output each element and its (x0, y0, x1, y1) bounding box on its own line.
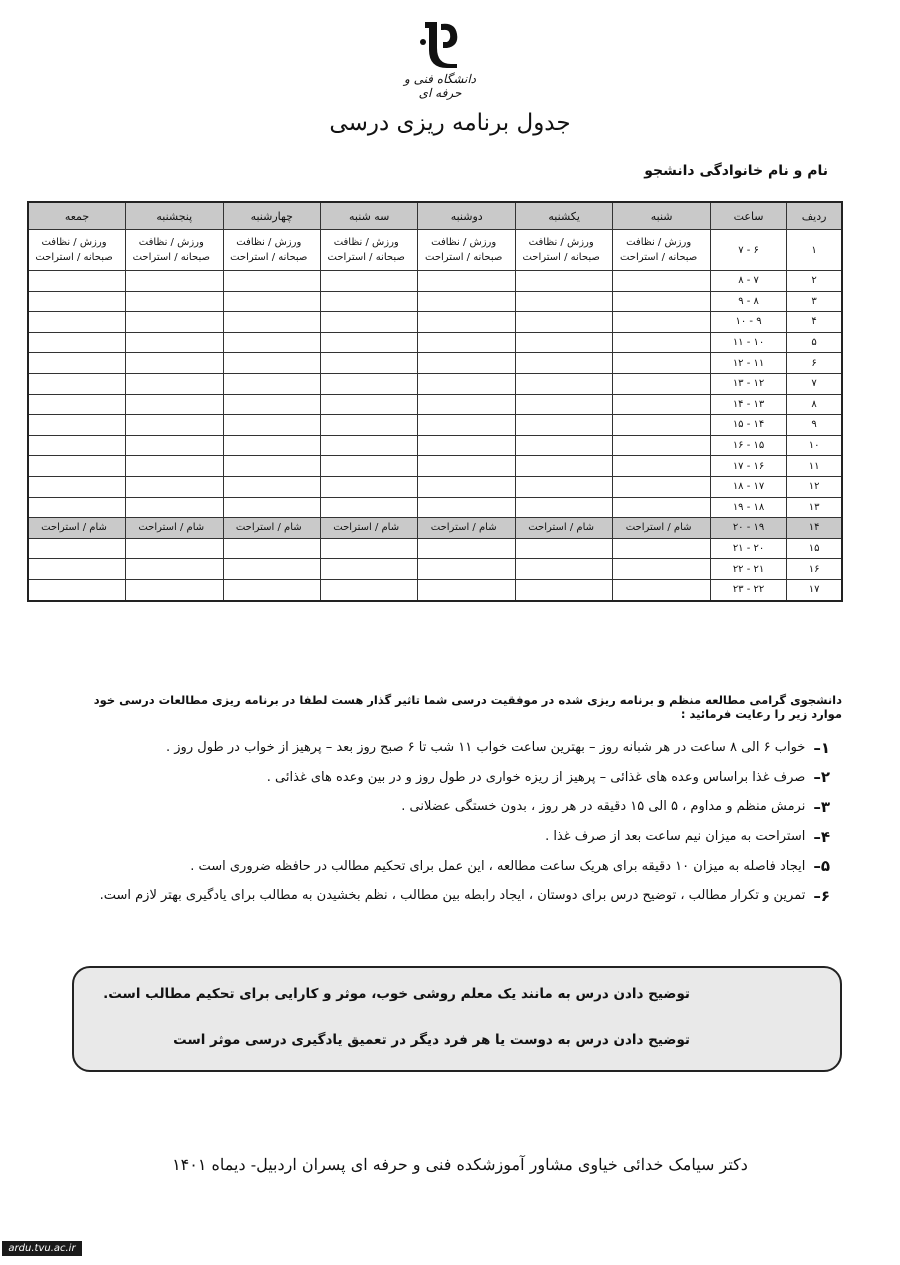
schedule-cell[interactable] (613, 415, 710, 436)
schedule-cell[interactable] (613, 579, 710, 600)
schedule-cell[interactable] (515, 312, 612, 333)
schedule-cell[interactable] (28, 538, 126, 559)
schedule-cell[interactable] (28, 415, 126, 436)
tip-item (70, 822, 830, 852)
schedule-cell[interactable] (320, 312, 417, 333)
schedule-cell[interactable] (418, 518, 515, 539)
schedule-cell[interactable] (515, 415, 612, 436)
row-time: ۱۷ - ۱۸ (710, 476, 786, 497)
row-number: ۵ (787, 332, 842, 353)
table-row (28, 476, 842, 497)
row-number: ۸ (787, 394, 842, 415)
dinner-activity: شام / استراحت (235, 522, 302, 534)
column-header: جمعه (28, 202, 126, 230)
morning-activity-2: صبحانه / استراحت (132, 252, 210, 263)
row-number: ۹ (787, 415, 842, 436)
morning-activity-1: ورزش / نظافت (41, 237, 107, 248)
schedule-cell[interactable] (613, 291, 710, 312)
tip-item (70, 733, 830, 763)
schedule-cell[interactable] (515, 476, 612, 497)
schedule-cell[interactable] (418, 559, 515, 580)
table-row (28, 497, 842, 518)
row-time: ۸ - ۹ (710, 291, 786, 312)
student-name-label: نام و نام خانوادگی دانشجو (644, 163, 828, 179)
schedule-cell[interactable] (613, 332, 710, 353)
table-row (28, 579, 842, 600)
schedule-cell[interactable] (418, 538, 515, 559)
note-line-1: توضیح دادن درس به مانند یک معلم روشی خوب، موثر و کارایی برای تحکیم مطالب است. (103, 986, 690, 1002)
row-number: ۱۴ (787, 518, 842, 539)
schedule-cell[interactable] (28, 559, 126, 580)
schedule-cell[interactable] (28, 271, 126, 292)
morning-activity-1: ورزش / نظافت (236, 237, 302, 248)
schedule-cell[interactable] (613, 538, 710, 559)
schedule-cell[interactable] (515, 291, 612, 312)
row-number: ۱۱ (787, 456, 842, 477)
schedule-cell[interactable] (223, 497, 320, 518)
schedule-cell[interactable] (418, 373, 515, 394)
table-row (28, 271, 842, 292)
schedule-cell[interactable] (418, 312, 515, 333)
schedule-cell[interactable] (418, 435, 515, 456)
schedule-cell[interactable] (418, 332, 515, 353)
schedule-cell[interactable] (515, 435, 612, 456)
schedule-cell[interactable] (515, 353, 612, 374)
table-row (28, 518, 842, 539)
schedule-cell[interactable] (613, 373, 710, 394)
schedule-cell[interactable] (515, 271, 612, 292)
dinner-activity: شام / استراحت (625, 522, 692, 534)
schedule-cell[interactable] (126, 538, 223, 559)
schedule-cell[interactable] (28, 332, 126, 353)
tips-list (70, 733, 830, 911)
schedule-cell[interactable] (613, 518, 710, 539)
morning-activity-1: ورزش / نظافت (528, 237, 594, 248)
schedule-cell[interactable] (418, 579, 515, 600)
schedule-cell[interactable] (418, 476, 515, 497)
column-header: ساعت (710, 202, 786, 230)
morning-activity-2: صبحانه / استراحت (327, 252, 405, 263)
schedule-cell[interactable] (28, 394, 126, 415)
tip-item (70, 763, 830, 793)
schedule-cell[interactable] (320, 271, 417, 292)
schedule-cell[interactable] (28, 291, 126, 312)
row-time: ۲۰ - ۲۱ (710, 538, 786, 559)
schedule-cell[interactable] (126, 456, 223, 477)
column-header: چهارشنبه (223, 202, 320, 230)
row-number: ۳ (787, 291, 842, 312)
dinner-activity: شام / استراحت (528, 522, 595, 534)
row-time: ۱۸ - ۱۹ (710, 497, 786, 518)
table-row (28, 435, 842, 456)
schedule-cell[interactable] (515, 456, 612, 477)
schedule-cell[interactable] (223, 518, 320, 539)
logo-text: دانشگاه فنی و حرفه ای (403, 72, 477, 100)
schedule-cell[interactable] (126, 579, 223, 600)
schedule-cell[interactable] (223, 579, 320, 600)
schedule-cell[interactable] (28, 435, 126, 456)
dinner-activity: شام / استراحت (41, 522, 107, 534)
row-number: ۱۷ (787, 579, 842, 600)
tip-number: ۲– (813, 768, 830, 787)
row-time: ۱۲ - ۱۳ (710, 373, 786, 394)
column-header: دوشنبه (418, 202, 515, 230)
table-body (28, 230, 842, 601)
row-time: ۱۶ - ۱۷ (710, 456, 786, 477)
schedule-cell[interactable] (28, 579, 126, 600)
schedule-cell[interactable] (223, 373, 320, 394)
schedule-cell[interactable] (320, 497, 417, 518)
schedule-table (27, 201, 843, 602)
note-line-2: توضیح دادن درس به دوست یا هر فرد دیگر در تعمیق یادگیری درسی موثر است (173, 1032, 690, 1048)
schedule-cell[interactable] (515, 538, 612, 559)
schedule-cell[interactable] (320, 538, 417, 559)
schedule-cell[interactable] (515, 373, 612, 394)
schedule-cell[interactable] (515, 497, 612, 518)
row-time: ۱۰ - ۱۱ (710, 332, 786, 353)
table-row (28, 538, 842, 559)
tip-text: نرمش منظم و مداوم ، ۵ الی ۱۵ دقیقه در هر روز ، بدون خستگی عضلانی . (401, 799, 806, 815)
schedule-cell[interactable] (418, 415, 515, 436)
table-row (28, 332, 842, 353)
column-header: سه شنبه (320, 202, 417, 230)
schedule-cell[interactable] (320, 291, 417, 312)
schedule-cell[interactable] (320, 435, 417, 456)
schedule-cell[interactable] (126, 353, 223, 374)
row-time: ۶ - ۷ (710, 230, 786, 271)
schedule-cell[interactable] (418, 456, 515, 477)
schedule-cell[interactable] (126, 415, 223, 436)
schedule-cell[interactable] (126, 497, 223, 518)
schedule-cell[interactable] (418, 271, 515, 292)
tip-number: ۴– (813, 827, 830, 846)
schedule-cell[interactable] (418, 230, 515, 271)
university-logo-icon (417, 18, 463, 70)
schedule-cell[interactable] (320, 373, 417, 394)
schedule-cell[interactable] (515, 230, 612, 271)
tip-number: ۳– (813, 797, 830, 816)
schedule-cell[interactable] (223, 476, 320, 497)
schedule-cell[interactable] (418, 291, 515, 312)
schedule-cell[interactable] (223, 291, 320, 312)
university-logo (400, 18, 480, 108)
row-number: ۱۳ (787, 497, 842, 518)
tip-text: تمرین و تکرار مطالب ، توضیح درس برای دوستان ، ایجاد رابطه بین مطالب ، نظم بخشیدن به مطالب برای یادگیری بهتر لازم است. (99, 888, 806, 904)
schedule-cell[interactable] (126, 394, 223, 415)
table-row (28, 559, 842, 580)
schedule-cell[interactable] (126, 230, 223, 271)
row-number: ۷ (787, 373, 842, 394)
schedule-cell[interactable] (515, 579, 612, 600)
schedule-cell[interactable] (320, 456, 417, 477)
morning-activity-1: ورزش / نظافت (431, 237, 497, 248)
row-time: ۷ - ۸ (710, 271, 786, 292)
table-row (28, 353, 842, 374)
morning-activity-2: صبحانه / استراحت (35, 252, 113, 263)
schedule-cell[interactable] (320, 230, 417, 271)
schedule-cell[interactable] (613, 456, 710, 477)
schedule-cell[interactable] (613, 497, 710, 518)
tip-number: ۶– (813, 886, 830, 905)
dinner-activity: شام / استراحت (138, 522, 205, 534)
table-row (28, 291, 842, 312)
morning-activity-1: ورزش / نظافت (138, 237, 204, 248)
schedule-cell[interactable] (515, 332, 612, 353)
schedule-cell[interactable] (126, 373, 223, 394)
dinner-activity: شام / استراحت (430, 522, 497, 534)
morning-activity-2: صبحانه / استراحت (230, 252, 308, 263)
column-header: شنبه (613, 202, 710, 230)
schedule-cell[interactable] (28, 373, 126, 394)
morning-activity-1: ورزش / نظافت (626, 237, 692, 248)
schedule-cell[interactable] (223, 456, 320, 477)
schedule-cell[interactable] (613, 353, 710, 374)
schedule-cell[interactable] (223, 271, 320, 292)
table-row (28, 373, 842, 394)
schedule-cell[interactable] (223, 394, 320, 415)
schedule-cell[interactable] (320, 518, 417, 539)
schedule-cell[interactable] (418, 353, 515, 374)
tip-number: ۵– (813, 857, 830, 876)
tip-text: خواب ۶ الی ۸ ساعت در هر شبانه روز – بهترین ساعت خواب ۱۱ شب تا ۶ صبح روز بعد – پرهیز از خواب در طول روز . (166, 740, 806, 756)
row-time: ۹ - ۱۰ (710, 312, 786, 333)
row-time: ۱۳ - ۱۴ (710, 394, 786, 415)
tip-item (70, 881, 830, 911)
row-time: ۱۵ - ۱۶ (710, 435, 786, 456)
schedule-cell[interactable] (223, 538, 320, 559)
intro-text: دانشجوی گرامی مطالعه منظم و برنامه ریزی شده در موفقیت درسی شما تاثیر گذار هست لطفا در برنامه ریزی مطالعات درسی خود موارد زیر را رعایت فرمائید : (93, 693, 842, 721)
row-time: ۲۲ - ۲۳ (710, 579, 786, 600)
morning-activity-2: صبحانه / استراحت (619, 252, 698, 263)
row-number: ۶ (787, 353, 842, 374)
column-header: ردیف (787, 202, 842, 230)
schedule-cell[interactable] (320, 579, 417, 600)
schedule-cell[interactable] (613, 559, 710, 580)
table-header-row (28, 202, 842, 230)
morning-activity-2: صبحانه / استراحت (522, 252, 600, 263)
schedule-cell[interactable] (28, 497, 126, 518)
row-number: ۱۲ (787, 476, 842, 497)
row-number: ۲ (787, 271, 842, 292)
schedule-cell[interactable] (223, 312, 320, 333)
schedule-cell[interactable] (126, 271, 223, 292)
tip-text: استراحت به میزان نیم ساعت بعد از صرف غذا . (545, 829, 806, 845)
schedule-cell[interactable] (320, 476, 417, 497)
row-time: ۱۹ - ۲۰ (710, 518, 786, 539)
schedule-cell[interactable] (126, 435, 223, 456)
schedule-cell[interactable] (223, 559, 320, 580)
table-row (28, 456, 842, 477)
column-header: پنجشنبه (126, 202, 223, 230)
row-number: ۱۶ (787, 559, 842, 580)
schedule-cell[interactable] (28, 353, 126, 374)
row-number: ۴ (787, 312, 842, 333)
page-title: جدول برنامه ریزی درسی (329, 110, 571, 136)
row-time: ۱۴ - ۱۵ (710, 415, 786, 436)
schedule-cell[interactable] (320, 332, 417, 353)
schedule-cell[interactable] (515, 394, 612, 415)
schedule-cell[interactable] (613, 476, 710, 497)
row-number: ۱ (787, 230, 842, 271)
schedule-cell[interactable] (126, 559, 223, 580)
table-row (28, 230, 842, 271)
schedule-cell[interactable] (223, 435, 320, 456)
schedule-cell[interactable] (613, 230, 710, 271)
signature-line: دکتر سیامک خدائی خیاوی مشاور آموزشکده فنی و حرفه ای پسران اردبیل- دیماه ۱۴۰۱ (172, 1155, 748, 1174)
schedule-cell[interactable] (126, 476, 223, 497)
table-row (28, 312, 842, 333)
note-box (72, 966, 842, 1072)
schedule-cell[interactable] (28, 518, 126, 539)
tip-item (70, 851, 830, 881)
schedule-cell[interactable] (126, 332, 223, 353)
table-row (28, 394, 842, 415)
tip-number: ۱– (813, 738, 830, 757)
schedule-cell[interactable] (613, 435, 710, 456)
schedule-cell[interactable] (515, 518, 612, 539)
column-header: یکشنبه (515, 202, 612, 230)
row-number: ۱۰ (787, 435, 842, 456)
row-number: ۱۵ (787, 538, 842, 559)
schedule-cell[interactable] (320, 415, 417, 436)
schedule-cell[interactable] (28, 230, 126, 271)
schedule-cell[interactable] (126, 291, 223, 312)
schedule-cell[interactable] (320, 559, 417, 580)
tip-text: صرف غذا براساس وعده های غذائی – پرهیز از ریزه خواری در طول روز و در بین وعده های غذائی . (266, 769, 806, 785)
schedule-cell[interactable] (28, 312, 126, 333)
schedule-cell[interactable] (418, 394, 515, 415)
schedule-cell[interactable] (126, 312, 223, 333)
schedule-cell[interactable] (320, 353, 417, 374)
schedule-cell[interactable] (613, 312, 710, 333)
tip-item (70, 792, 830, 822)
schedule-cell[interactable] (320, 394, 417, 415)
schedule-cell[interactable] (28, 476, 126, 497)
schedule-cell[interactable] (223, 332, 320, 353)
schedule-cell[interactable] (515, 559, 612, 580)
schedule-cell[interactable] (613, 394, 710, 415)
row-time: ۲۱ - ۲۲ (710, 559, 786, 580)
morning-activity-1: ورزش / نظافت (333, 237, 399, 248)
schedule-cell[interactable] (223, 415, 320, 436)
tip-text: ایجاد فاصله به میزان ۱۰ دقیقه برای هریک ساعت مطالعه ، این عمل برای تحکیم مطالب در حافظه ضروری است . (190, 858, 806, 874)
row-time: ۱۱ - ۱۲ (710, 353, 786, 374)
morning-activity-2: صبحانه / استراحت (425, 252, 503, 263)
dinner-activity: شام / استراحت (333, 522, 400, 534)
schedule-cell[interactable] (126, 518, 223, 539)
table-row (28, 415, 842, 436)
schedule-cell[interactable] (223, 353, 320, 374)
footer-url: ardu.tvu.ac.ir (2, 1241, 82, 1256)
schedule-cell[interactable] (223, 230, 320, 271)
schedule-cell[interactable] (613, 271, 710, 292)
schedule-cell[interactable] (28, 456, 126, 477)
schedule-cell[interactable] (418, 497, 515, 518)
